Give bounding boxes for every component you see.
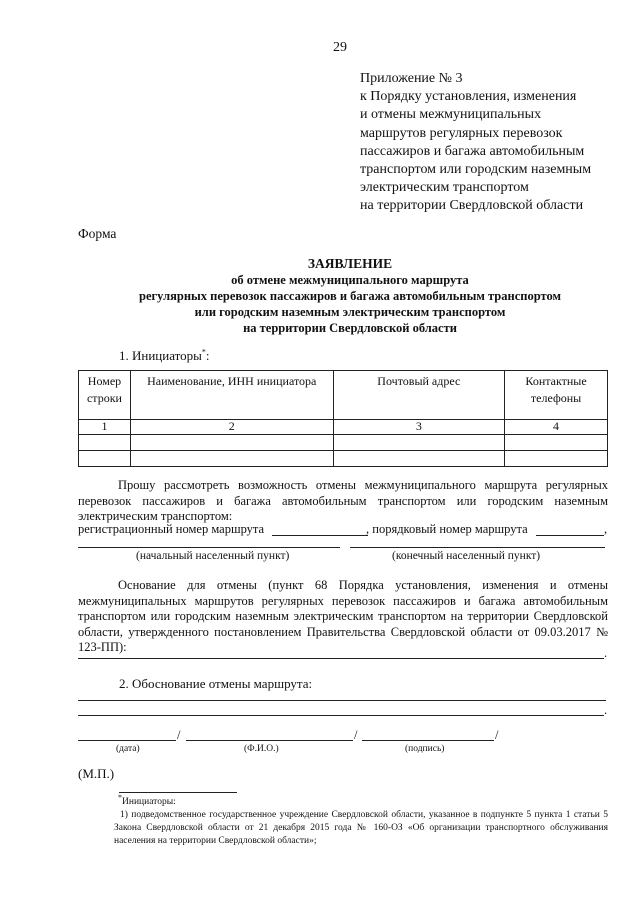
appendix-line: и отмены межмуниципальных: [360, 107, 542, 123]
footnote-mark: *: [201, 347, 206, 357]
route-reg-label: регистрационный номер маршрута: [78, 522, 265, 536]
appendix-line: пассажиров и багажа автомобильным: [360, 143, 585, 159]
initiators-table: [78, 370, 608, 467]
end-point-caption: (конечный населенный пункт): [392, 550, 541, 562]
header-phones: Контактные телефоны: [505, 371, 608, 420]
fio-field: [186, 740, 353, 741]
slash: /: [354, 728, 358, 742]
header-postal-address: Почтовый адрес: [333, 371, 505, 420]
appendix-line: транспортом или городским наземным: [360, 162, 592, 178]
route-seq-label: , порядковый номер маршрута: [366, 522, 528, 536]
table-cell: [130, 451, 333, 467]
table-cell: [505, 451, 608, 467]
title-line: ЗАЯВЛЕНИЕ: [307, 256, 393, 271]
date-field: [78, 740, 176, 741]
dot: .: [604, 703, 608, 717]
section-1-colon: :: [205, 348, 210, 363]
basis-text: Основание для отмены (пункт 68 Порядка установления, изменения и отмены межмуниципальных маршрутов регулярных перевозок пассажиров и багажа автомобильным транспортом или городским наземным электрическим транспортом на территории Свердловской области, утвержденного постановлением Правительства Свердловской области от 09.03.2017 № 123-ПП):: [78, 578, 608, 654]
route-reg-number-field: [272, 535, 368, 536]
column-number: 4: [505, 420, 608, 435]
basis-field: [78, 658, 604, 659]
dot: .: [604, 646, 608, 660]
signature-field: [362, 740, 494, 741]
date-caption: (дата): [116, 744, 140, 754]
table-row: [79, 451, 608, 467]
slash: /: [177, 728, 181, 742]
column-number: 2: [130, 420, 333, 435]
footnote-divider: [119, 792, 237, 793]
end-point-field: [350, 547, 605, 548]
table-cell: [333, 451, 505, 467]
table-row: [79, 435, 608, 451]
signature-caption: (подпись): [405, 744, 445, 754]
column-number: 1: [79, 420, 131, 435]
table-cell: [505, 435, 608, 451]
route-seq-number-field: [536, 535, 604, 536]
basis-paragraph: [78, 578, 608, 656]
start-point-caption: (начальный населенный пункт): [136, 550, 290, 562]
page-number: 29: [333, 40, 347, 55]
justification-line: [78, 715, 604, 716]
request-text: Прошу рассмотреть возможность отмены межмуниципального маршрута регулярных перевозок пассажиров и багажа автомобильным транспортом или городским наземным электрическим транспортом:: [78, 478, 608, 523]
header-name-inn: Наименование, ИНН инициатора: [130, 371, 333, 420]
section-2-heading: 2. Обоснование отмены маршрута:: [119, 676, 313, 691]
slash: /: [495, 728, 499, 742]
justification-line: [78, 700, 606, 701]
stamp-place: (М.П.): [78, 766, 115, 781]
section-1-heading: [119, 348, 210, 364]
appendix-line: Приложение № 3: [360, 71, 463, 86]
form-label: Форма: [78, 226, 117, 241]
appendix-line: электрическим транспортом: [360, 180, 529, 196]
request-paragraph: [78, 478, 608, 525]
title-line: об отмене межмуниципального маршрута: [231, 273, 469, 287]
table-cell: [333, 435, 505, 451]
footnote-item-1: 1) подведомственное государственное учреждение Свердловской области, указанное в подпункте 5 пункта 1 статьи 5 Закона Свердловской области от 21 декабря 2015 года № 160-ОЗ «Об организации транспортного обслуживания населения на территории Свердловской области»;: [114, 810, 608, 846]
footnote-title: Инициаторы:: [122, 797, 176, 807]
appendix-line: к Порядку установления, изменения: [360, 89, 577, 105]
fio-caption: (Ф.И.О.): [244, 744, 279, 754]
title-line: или городским наземным электрическим транспортом: [194, 305, 506, 319]
section-1-label: 1. Инициаторы: [119, 348, 202, 363]
title-line: регулярных перевозок пассажиров и багажа автомобильным транспортом: [139, 289, 561, 303]
header-row-number: Номер строки: [79, 371, 131, 420]
appendix-line: на территории Свердловской области: [360, 198, 584, 214]
title-line: на территории Свердловской области: [243, 321, 457, 335]
document-title: [70, 256, 630, 336]
footnote-mark: *: [118, 792, 122, 802]
table-cell: [79, 435, 131, 451]
table-cell: [130, 435, 333, 451]
comma: ,: [604, 522, 608, 536]
appendix-line: маршрутов регулярных перевозок: [360, 125, 563, 141]
start-point-field: [78, 547, 340, 548]
table-cell: [79, 451, 131, 467]
footnote: [114, 792, 608, 848]
appendix-header: [360, 70, 630, 216]
column-number: 3: [333, 420, 505, 435]
